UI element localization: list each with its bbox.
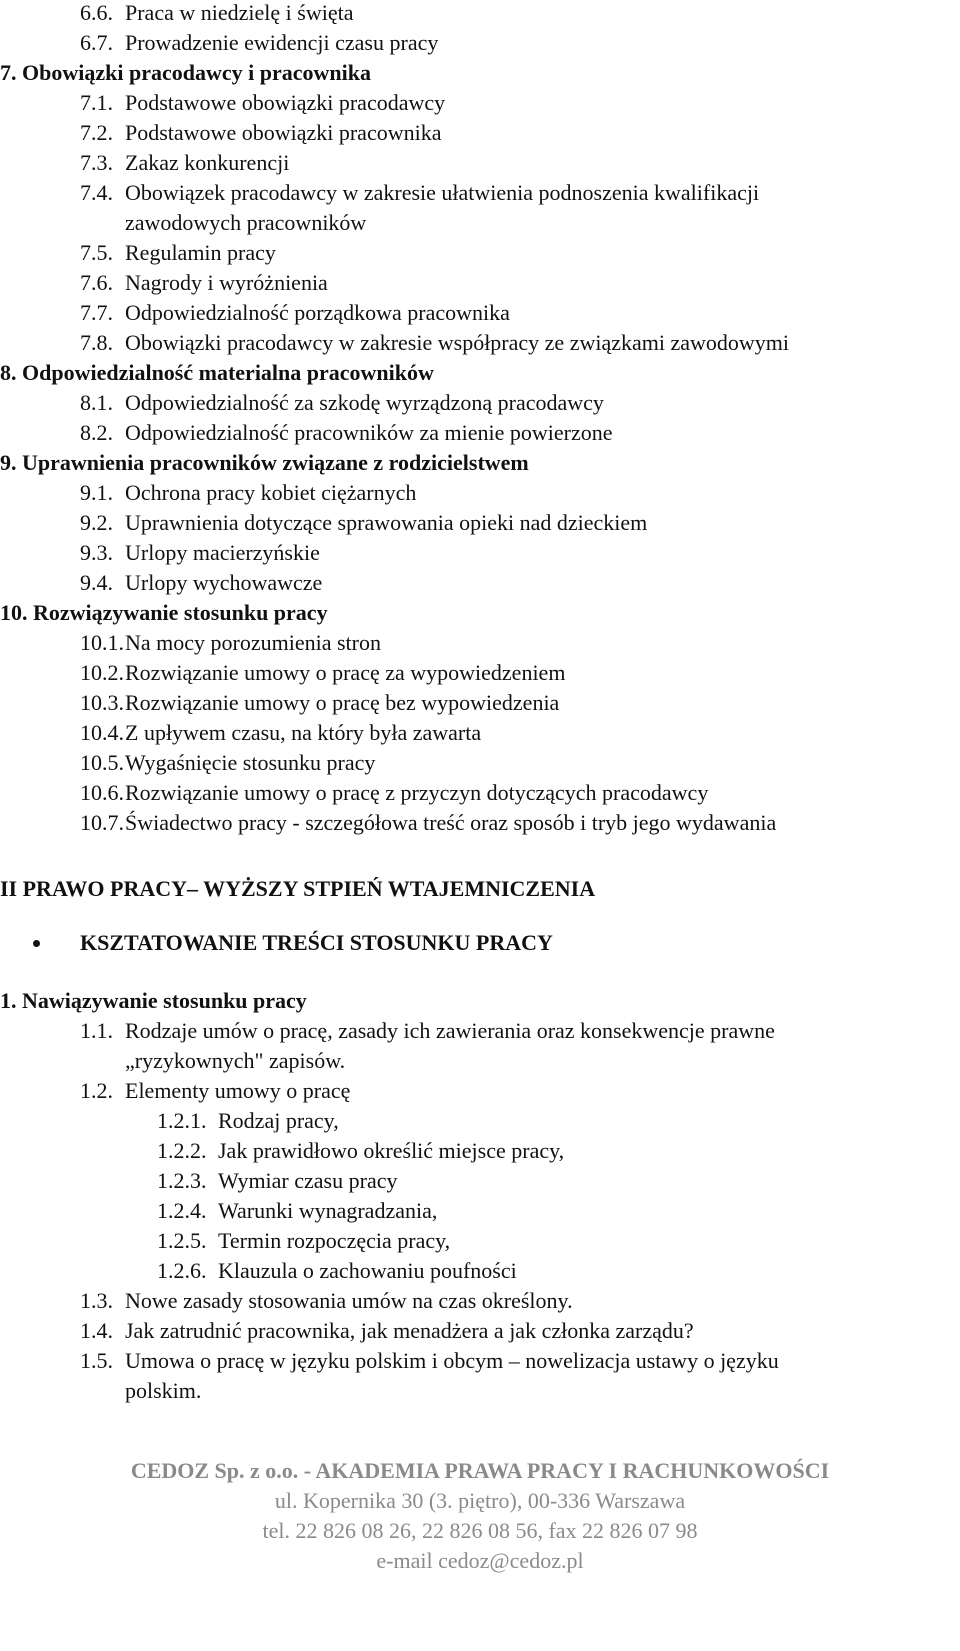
list-item (157, 1136, 564, 1166)
item-text: Uprawnienia dotyczące sprawowania opieki nad dzieckiem (125, 510, 648, 535)
chapter-heading (0, 58, 371, 88)
item-number: 7.3. (80, 150, 113, 175)
item-text: Urlopy wychowawcze (125, 570, 323, 595)
item-text: Warunki wynagradzania, (218, 1198, 438, 1223)
list-item (157, 1226, 450, 1256)
item-text: Rozwiązanie umowy o pracę za wypowiedzeniem (125, 660, 566, 685)
item-text: Prowadzenie ewidencji czasu pracy (125, 30, 439, 55)
section-heading: II PRAWO PRACY– WYŻSZY STPIEŃ WTAJEMNICZENIA (0, 876, 596, 901)
item-text: Ochrona pracy kobiet ciężarnych (125, 480, 417, 505)
item-text: Obowiązek pracodawcy w zakresie ułatwienia podnoszenia kwalifikacji (125, 180, 760, 205)
item-number: 1.2.1. (157, 1108, 207, 1133)
item-text: Na mocy porozumienia stron (125, 630, 381, 655)
item-number: 6.6. (80, 0, 113, 25)
item-number: 7.5. (80, 240, 113, 265)
item-number: 1.2.4. (157, 1198, 207, 1223)
list-item (157, 1196, 437, 1226)
bullet-heading: KSZTATOWANIE TREŚCI STOSUNKU PRACY (80, 930, 553, 955)
item-number: 8.2. (80, 420, 113, 445)
item-number: 10.7. (80, 810, 124, 835)
item-text: Świadectwo pracy - szczegółowa treść oraz sposób i tryb jego wydawania (125, 810, 777, 835)
item-number: 10.6. (80, 780, 124, 805)
list-item (80, 208, 366, 238)
item-text: Rozwiązanie umowy o pracę z przyczyn dotyczących pracodawcy (125, 780, 709, 805)
list-item (80, 508, 647, 538)
list-item (80, 178, 759, 208)
item-text: Elementy umowy o pracę (125, 1078, 351, 1103)
item-text: Uprawnienia pracowników związane z rodzicielstwem (16, 450, 529, 475)
list-item (80, 148, 289, 178)
item-text: Rozwiązywanie stosunku pracy (27, 600, 328, 625)
item-text: Z upływem czasu, na który była zawarta (125, 720, 482, 745)
item-number: 1.2.6. (157, 1258, 207, 1283)
list-item (80, 748, 375, 778)
item-number: 8. (0, 360, 17, 385)
item-number: 7.8. (80, 330, 113, 355)
item-number: 1.2. (80, 1078, 113, 1103)
item-number: 9.3. (80, 540, 113, 565)
item-text: Nawiązywanie stosunku pracy (16, 988, 307, 1013)
list-item (80, 658, 565, 688)
footer-phone: tel. 22 826 08 26, 22 826 08 56, fax 22 826 07 98 (262, 1518, 698, 1543)
list-item (157, 1106, 339, 1136)
item-number: 7.7. (80, 300, 113, 325)
item-number: 7.1. (80, 90, 113, 115)
list-item (80, 1286, 573, 1316)
list-item (80, 688, 559, 718)
list-item (80, 1316, 694, 1346)
list-item (80, 28, 438, 58)
item-text: Odpowiedzialność pracowników za mienie powierzone (125, 420, 613, 445)
list-item (80, 1076, 350, 1106)
item-number: 7. (0, 60, 17, 85)
footer-email: e-mail cedoz@cedoz.pl (376, 1548, 584, 1573)
item-text: Praca w niedzielę i święta (125, 0, 354, 25)
item-number: 9.2. (80, 510, 113, 535)
item-text: Klauzula o zachowaniu poufności (218, 1258, 517, 1283)
item-text: Rodzaje umów o pracę, zasady ich zawierania oraz konsekwencje prawne (125, 1018, 775, 1043)
item-text: Regulamin pracy (125, 240, 276, 265)
item-number: 1.2.3. (157, 1168, 207, 1193)
list-item (80, 298, 510, 328)
item-number: 1. (0, 988, 17, 1013)
item-text: Podstawowe obowiązki pracodawcy (125, 90, 446, 115)
item-number: 7.6. (80, 270, 113, 295)
item-number: 10. (0, 600, 28, 625)
item-text: Zakaz konkurencji (125, 150, 290, 175)
item-text: Umowa o pracę w języku polskim i obcym – nowelizacja ustawy o języku (125, 1348, 779, 1373)
item-text: polskim. (125, 1378, 202, 1403)
item-text: Obowiązki pracodawcy i pracownika (16, 60, 371, 85)
item-number: 1.5. (80, 1348, 113, 1373)
item-number: 6.7. (80, 30, 113, 55)
list-item (80, 718, 481, 748)
list-item (80, 478, 416, 508)
footer-company: CEDOZ Sp. z o.o. - AKADEMIA PRAWA PRACY I RACHUNKOWOŚCI (130, 1458, 830, 1483)
item-number: 8.1. (80, 390, 113, 415)
bullet-icon (33, 940, 40, 947)
item-number: 7.2. (80, 120, 113, 145)
item-text: Odpowiedzialność za szkodę wyrządzoną pracodawcy (125, 390, 604, 415)
footer-address: ul. Kopernika 30 (3. piętro), 00-336 Warszawa (274, 1488, 686, 1513)
chapter-heading (0, 986, 307, 1016)
item-text: Termin rozpoczęcia pracy, (218, 1228, 451, 1253)
chapter-heading (0, 598, 328, 628)
list-item (157, 1256, 517, 1286)
item-text: Odpowiedzialność materialna pracowników (16, 360, 434, 385)
list-item (157, 1166, 397, 1196)
item-number: 1.2.5. (157, 1228, 207, 1253)
list-item (80, 538, 320, 568)
list-item (80, 328, 789, 358)
item-number: 1.4. (80, 1318, 113, 1343)
list-item (80, 808, 776, 838)
chapter-heading (0, 448, 529, 478)
item-text: Jak zatrudnić pracownika, jak menadżera a jak członka zarządu? (125, 1318, 694, 1343)
item-number: 1.3. (80, 1288, 113, 1313)
item-text: Podstawowe obowiązki pracownika (125, 120, 442, 145)
item-text: Rozwiązanie umowy o pracę bez wypowiedzenia (125, 690, 560, 715)
item-text: Nagrody i wyróżnienia (125, 270, 328, 295)
list-item (80, 118, 441, 148)
item-text: zawodowych pracowników (125, 210, 367, 235)
item-number: 10.2. (80, 660, 124, 685)
item-text: Urlopy macierzyńskie (125, 540, 320, 565)
item-text: Rodzaj pracy, (218, 1108, 339, 1133)
list-item (80, 1046, 345, 1076)
list-item (80, 1016, 775, 1046)
item-number: 1.1. (80, 1018, 113, 1043)
list-item (80, 88, 445, 118)
item-number: 9.1. (80, 480, 113, 505)
item-text: Wygaśnięcie stosunku pracy (125, 750, 376, 775)
item-text: Nowe zasady stosowania umów na czas określony. (125, 1288, 573, 1313)
list-item (80, 568, 322, 598)
item-number: 10.3. (80, 690, 124, 715)
item-number: 10.4. (80, 720, 124, 745)
chapter-heading (0, 358, 434, 388)
item-number: 10.5. (80, 750, 124, 775)
item-number: 9.4. (80, 570, 113, 595)
list-item (80, 1376, 201, 1406)
item-text: Odpowiedzialność porządkowa pracownika (125, 300, 510, 325)
list-item (80, 268, 328, 298)
list-item (80, 0, 353, 28)
item-text: Wymiar czasu pracy (218, 1168, 398, 1193)
list-item (80, 778, 708, 808)
list-item (80, 238, 276, 268)
list-item (80, 628, 381, 658)
item-text: Jak prawidłowo określić miejsce pracy, (218, 1138, 565, 1163)
item-text: Obowiązki pracodawcy w zakresie współpracy ze związkami zawodowymi (125, 330, 790, 355)
item-number: 9. (0, 450, 17, 475)
list-item (80, 418, 613, 448)
item-text: „ryzykownych" zapisów. (125, 1048, 346, 1073)
list-item (80, 1346, 779, 1376)
item-number: 7.4. (80, 180, 113, 205)
list-item (80, 388, 604, 418)
item-number: 10.1. (80, 630, 124, 655)
item-number: 1.2.2. (157, 1138, 207, 1163)
